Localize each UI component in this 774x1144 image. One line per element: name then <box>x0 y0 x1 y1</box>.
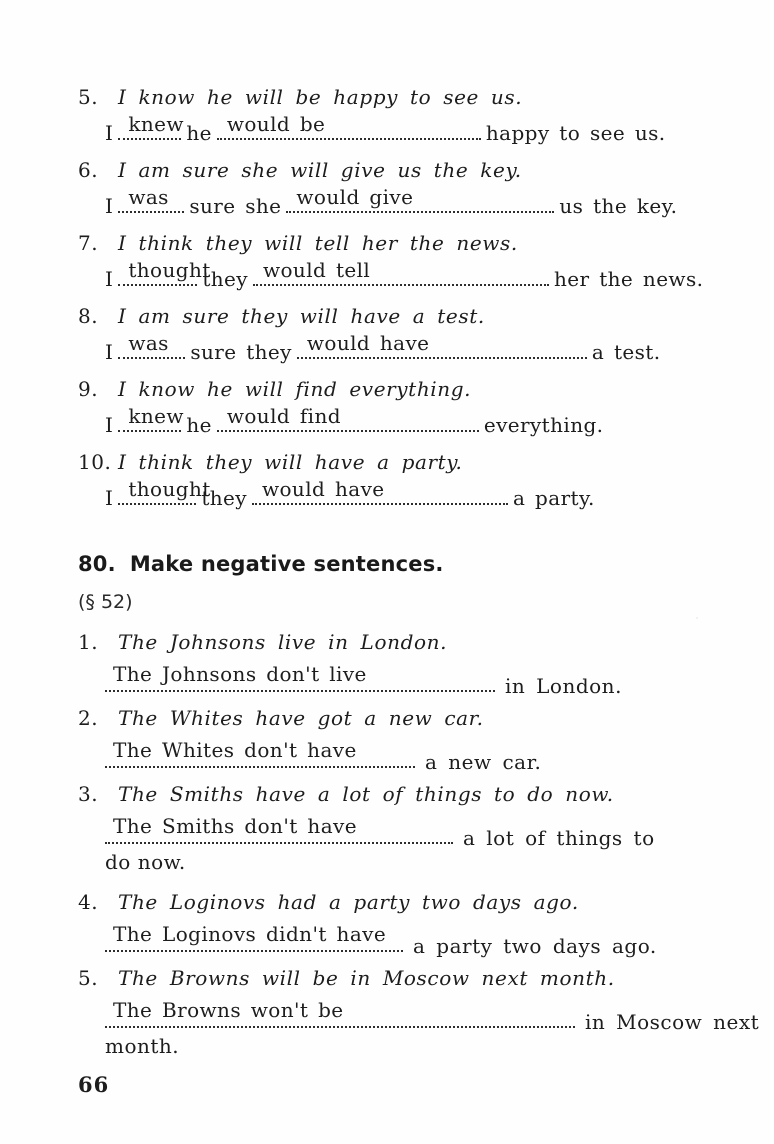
filled-answer: would be <box>226 112 326 136</box>
answer-blank[interactable] <box>118 112 184 140</box>
item-number: 9. <box>78 377 99 401</box>
filled-answer: The Loginovs didn't have <box>113 922 387 946</box>
answer-tail: a test. <box>591 340 661 364</box>
item-prompt: The Loginovs had a party two days ago. <box>118 890 579 914</box>
answer-mid: sure she <box>189 194 282 218</box>
item-number: 5. <box>78 85 99 109</box>
answer-tail: in London. <box>505 674 622 698</box>
answer-line <box>78 813 748 850</box>
exercise-item-10 <box>78 447 748 513</box>
answer-tail: everything. <box>483 413 604 437</box>
filled-answer: thought <box>128 258 211 282</box>
item-prompt: I think they will tell her the news. <box>118 231 518 255</box>
item-prompt: I know he will be happy to see us. <box>118 85 523 109</box>
exercise-item-5 <box>78 963 760 1060</box>
answer-continuation: do now. <box>105 850 186 874</box>
answer-line <box>78 258 748 294</box>
answer-blank[interactable] <box>105 813 453 844</box>
filled-answer: would find <box>226 404 341 428</box>
answer-blank[interactable] <box>118 477 211 505</box>
exercise-80 <box>78 549 760 1060</box>
answer-tail: us the key. <box>559 194 678 218</box>
answer-lead: I <box>105 194 114 218</box>
exercise-title: Make negative sentences. <box>129 552 444 576</box>
answer-line <box>78 112 748 148</box>
answer-tail: happy to see us. <box>485 121 666 145</box>
item-number: 2. <box>78 706 99 730</box>
item-number: 8. <box>78 304 99 328</box>
filled-answer: knew <box>128 112 184 136</box>
answer-blank[interactable] <box>105 997 575 1028</box>
filled-answer: was <box>128 185 169 209</box>
answer-line <box>78 185 748 221</box>
exercise-item-6 <box>78 155 748 221</box>
item-prompt: I am sure she will give us the key. <box>118 158 522 182</box>
answer-lead: I <box>105 486 114 510</box>
answer-line <box>78 997 760 1034</box>
exercise-item-1 <box>78 627 748 698</box>
exercise-item-3 <box>78 779 748 876</box>
answer-blank[interactable] <box>118 258 211 286</box>
answer-tail: a new car. <box>425 750 542 774</box>
answer-mid: sure they <box>190 340 292 364</box>
answer-mid: he <box>186 121 212 145</box>
answer-blank[interactable] <box>118 331 185 359</box>
filled-answer: knew <box>128 404 184 428</box>
answer-lead: I <box>105 413 114 437</box>
item-number: 6. <box>78 158 99 182</box>
exercise-item-8 <box>78 301 748 367</box>
item-prompt: The Browns will be in Moscow next month. <box>118 966 615 990</box>
filled-answer: The Smiths don't have <box>113 814 357 838</box>
filled-answer: would have <box>261 477 385 501</box>
answer-line <box>78 404 748 440</box>
answer-line <box>78 477 748 513</box>
answer-lead: I <box>105 340 114 364</box>
section-reference: (§ 52) <box>78 591 133 613</box>
item-prompt: The Johnsons live in London. <box>118 630 448 654</box>
filled-answer: would have <box>306 331 430 355</box>
answer-mid: they <box>202 267 248 291</box>
answer-blank[interactable] <box>105 661 495 692</box>
answer-blank[interactable] <box>253 258 549 286</box>
item-prompt: I am sure they will have a test. <box>118 304 485 328</box>
answer-continuation: month. <box>105 1034 180 1058</box>
answer-blank[interactable] <box>217 112 481 140</box>
exercise-heading <box>78 549 748 579</box>
answer-lead: I <box>105 121 114 145</box>
answer-lead: I <box>105 267 114 291</box>
filled-answer: would give <box>296 185 414 209</box>
exercise-item-5 <box>78 82 748 148</box>
item-number: 4. <box>78 890 99 914</box>
item-prompt: I know he will find everything. <box>118 377 472 401</box>
answer-mid: he <box>186 413 212 437</box>
item-number: 10. <box>78 450 112 474</box>
answer-tail: a party. <box>512 486 595 510</box>
item-prompt: The Smiths have a lot of things to do now. <box>118 782 614 806</box>
answer-line <box>78 331 748 367</box>
answer-blank[interactable] <box>252 477 508 505</box>
item-prompt: The Whites have got a new car. <box>118 706 484 730</box>
answer-tail: in Moscow next <box>585 1010 760 1034</box>
answer-tail: a lot of things to <box>463 826 655 850</box>
answer-line <box>78 921 748 958</box>
answer-blank[interactable] <box>105 921 403 952</box>
item-number: 7. <box>78 231 99 255</box>
answer-line <box>78 661 748 698</box>
reported-speech-exercise <box>78 82 748 513</box>
filled-answer: would tell <box>262 258 371 282</box>
exercise-item-2 <box>78 703 748 774</box>
answer-line <box>78 737 748 774</box>
filled-answer: The Johnsons don't live <box>113 662 367 686</box>
exercise-item-4 <box>78 887 748 958</box>
item-number: 3. <box>78 782 99 806</box>
answer-tail: her the news. <box>553 267 704 291</box>
exercise-80-items <box>78 627 760 1060</box>
filled-answer: was <box>128 331 169 355</box>
answer-blank[interactable] <box>118 404 184 432</box>
answer-blank[interactable] <box>118 185 184 213</box>
page-number: 66 <box>78 1072 110 1097</box>
filled-answer: The Whites don't have <box>113 738 357 762</box>
answer-blank[interactable] <box>286 185 554 213</box>
answer-tail: a party two days ago. <box>413 934 657 958</box>
item-prompt: I think they will have a party. <box>118 450 463 474</box>
answer-blank[interactable] <box>105 737 415 768</box>
item-number: 1. <box>78 630 99 654</box>
exercise-item-9 <box>78 374 748 440</box>
filled-answer: thought <box>128 477 211 501</box>
exercise-item-7 <box>78 228 748 294</box>
answer-blank[interactable] <box>297 331 587 359</box>
answer-blank[interactable] <box>217 404 479 432</box>
item-number: 5. <box>78 966 99 990</box>
answer-mid: they <box>201 486 247 510</box>
exercise-number: 80. <box>78 552 116 576</box>
filled-answer: The Browns won't be <box>113 998 344 1022</box>
